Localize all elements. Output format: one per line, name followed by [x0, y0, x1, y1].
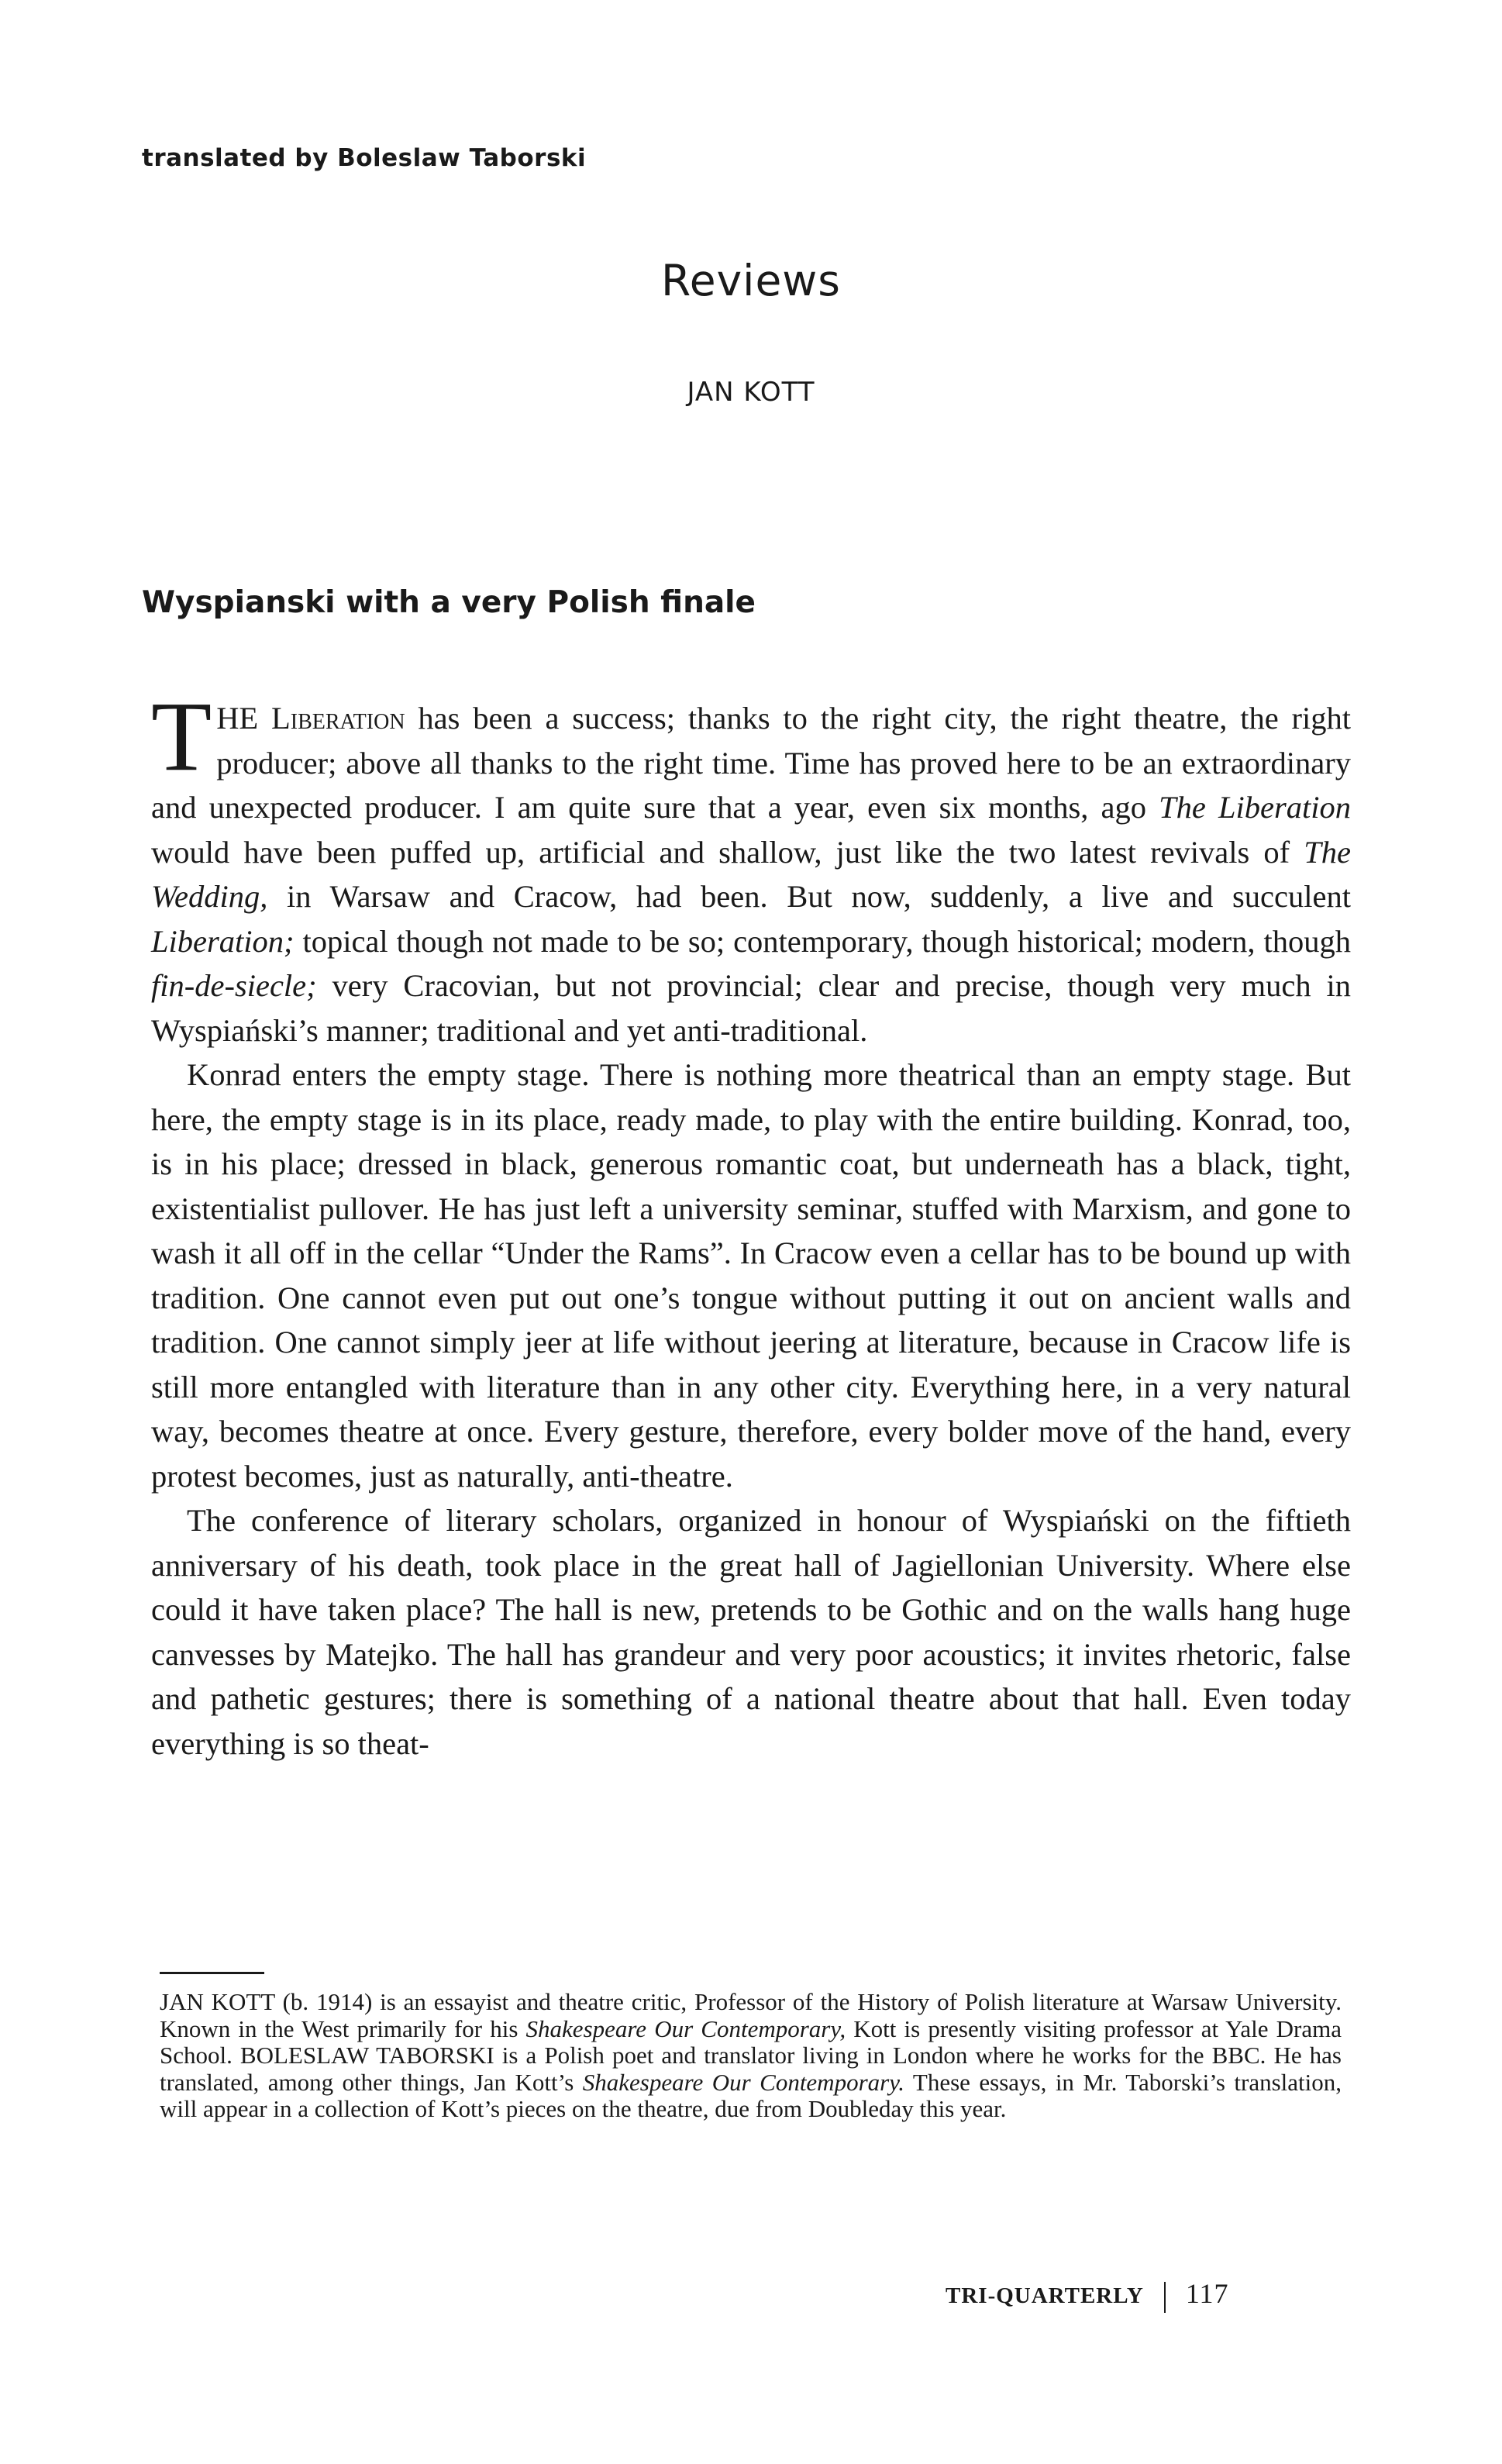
section-title: Reviews [661, 256, 841, 305]
text-run: JAN KOTT (b. 1914) is an essayist and theatre critic, Professor of the History of Polish literature at Warsaw University. Known in the West primarily for his [160, 1988, 1342, 2042]
text-run: would have been puffed up, artificial and shallow, just like the two latest revivals of [151, 834, 1304, 870]
text-run: very Cracovian, but not provincial; clear and precise, though very much in Wyspiański’s manner; traditional and yet anti-traditional. [151, 968, 1351, 1048]
paragraph-1 [151, 681, 1352, 1053]
text-run: in Warsaw and Cracow, had been. But now, suddenly, a live and succulent [267, 879, 1351, 914]
text-run: has been a success; thanks to the right city, the right theatre, the right producer; above all thanks to the right time. Time has proved here to be an extraordinary and unexpected producer. I am quite sure that a year, even six months, ago [151, 701, 1352, 825]
footnote [160, 1989, 1342, 2123]
opening-small-caps: HE [216, 701, 259, 736]
title-small-caps: Liberation [271, 701, 405, 736]
page-footer [946, 2277, 1229, 2313]
italic-title: Shakespeare Our Contemporary. [582, 2068, 905, 2096]
italic-title: Shakespeare Our Contemporary, [525, 2014, 846, 2042]
paragraph-3: The conference of literary scholars, organized in honour of Wyspiański on the fiftieth anniversary of his death, took place in the great hall of Jagiellonian University. Where else could it have taken place? The hall is new, pretends to be Gothic and on the walls hang huge canvesses by Matejko. The hall has grandeur and very poor acoustics; it invites rhetoric, false and pathetic gestures; there is something of a national theatre about that hall. Even today everything is so theat- [151, 1503, 1351, 1761]
author-name: JAN KOTT [687, 377, 815, 408]
italic-title: The Liberation [1159, 790, 1351, 825]
page-number: 117 [1185, 2278, 1229, 2309]
paragraph-2: Konrad enters the empty stage. There is nothing more theatrical than an empty stage. But here, the empty stage is in its place, ready made, to play with the entire building. Konrad, too, is in his place; dressed in black, generous romantic coat, but underneath has a black, tight, existentialist pullover. He has just left a university seminar, stuffed with Marxism, and gone to wash it all off in the cellar “Under the Rams”. In Cracow even a cellar has to be bound up with tradition. One cannot even put out one’s tongue without putting it out on ancient walls and tradition. One cannot simply jeer at life without jeering at literature, because in Cracow life is still more entangled with literature than in any other city. Everything here, in a very natural way, becomes theatre at once. Every gesture, therefore, every bolder move of the hand, every protest becomes, just as naturally, anti-theatre. [151, 1057, 1351, 1494]
footnote-rule [160, 1972, 264, 1974]
drop-cap: T [151, 681, 212, 791]
italic-title: The Wedding, [151, 834, 1351, 914]
article-body [151, 681, 1352, 1766]
italic-phrase: fin-de-siecle; [151, 968, 317, 1003]
journal-name: TRI-QUARTERLY [946, 2283, 1144, 2308]
text-run: Kott is presently visiting professor at Yale Drama School. BOLESLAW TABORSKI is a Polish poet and translator living in London where he works for the BBC. He has translated, among other things, Jan Kott’s [160, 2014, 1342, 2096]
text-run: These essays, in Mr. Taborski’s translation, will appear in a collection of Kott’s pieces on the theatre, due from Doubleday this year. [160, 2068, 1342, 2122]
italic-title: Liberation; [151, 923, 295, 959]
footer-divider [1164, 2282, 1166, 2313]
translator-credit: translated by Boleslaw Taborski [142, 144, 587, 172]
article-title: Wyspianski with a very Polish finale [142, 585, 756, 620]
footnote-text [160, 1989, 1342, 2123]
text-run: topical though not made to be so; contemporary, though historical; modern, though [294, 923, 1351, 959]
